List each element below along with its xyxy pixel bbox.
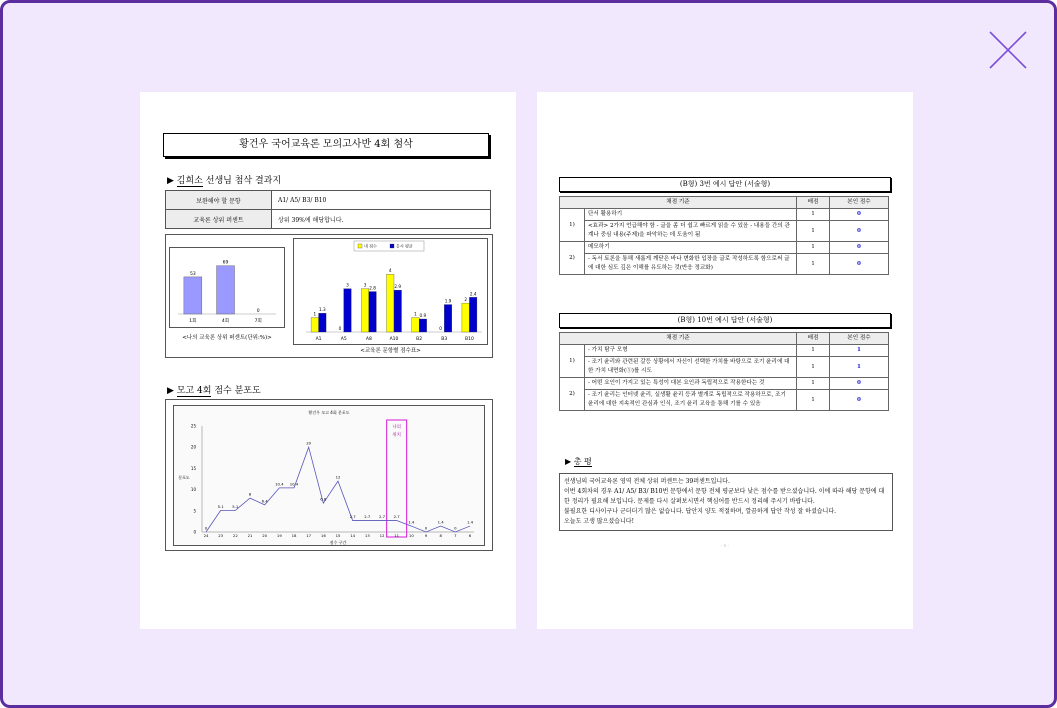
data-label: 10.4 (275, 481, 284, 487)
x-tick-label: 14 (350, 533, 356, 538)
bar (217, 266, 235, 314)
distribution-container (165, 399, 493, 551)
data-label: 2.7 (364, 514, 371, 520)
bar (311, 318, 319, 332)
table-row: - 조기 윤리는 인터넷 윤리, 실생활 윤리 등과 별개로 독립적으로 작용하므로, 조기 윤리에 대한 지속적인 관심과 인식, 조기 윤리 교육을 통해 기를 수 있음 1 0 (560, 390, 889, 411)
x-tick-label: 23 (218, 533, 224, 538)
distribution-chart-frame (173, 405, 485, 546)
y-tick-label: 25 (190, 423, 196, 429)
y-tick-label: 5 (193, 508, 196, 514)
data-label: 0 (454, 525, 457, 531)
data-label: 3 (346, 282, 349, 288)
teacher-name: 김희소 (176, 176, 203, 186)
table-header-row: 채점 기준 배점 본인 점수 (560, 333, 889, 345)
x-tick-label: 11 (394, 533, 400, 538)
table-header-row: 채점 기준 배점 본인 점수 (560, 197, 889, 209)
tick-label: A8 (365, 337, 372, 342)
data-label: 1.9 (444, 298, 452, 304)
question-10-title: (B형) 10번 예시 답안 (서술형) (559, 313, 891, 328)
data-label: 2.4 (469, 291, 477, 297)
y-axis-label: 분포도 (178, 475, 190, 480)
x-tick-label: 15 (335, 533, 341, 538)
data-label: 1 (313, 311, 317, 317)
item-score-chart-caption: <교육론 문항별 점수표> (360, 348, 421, 354)
question-3-table (559, 196, 889, 275)
data-label: 0 (204, 525, 208, 531)
x-tick-label: 6 (468, 533, 472, 538)
bar (184, 277, 202, 314)
data-label: 0 (256, 309, 260, 314)
data-label: 0 (439, 326, 442, 331)
data-label: 1.4 (466, 519, 474, 525)
table-row: 2) - 어떤 요인이 가지고 있는 특성이 대본 요인과 독립적으로 작용한다는 것 1 0 (560, 378, 889, 390)
bar (369, 292, 377, 332)
tick-label: A5 (340, 337, 347, 342)
table-row: <효과> 2가지 언급해야 함 - 글을 좀 더 쉽고 빠르게 읽을 수 있음 - 내용들 간의 관계나 중심 내용(주제)을 파악하는 데 도움이 됨 1 0 (560, 221, 889, 242)
info-table (165, 190, 491, 229)
bar (394, 290, 402, 332)
highlight-label: 나의 (392, 425, 402, 430)
review-box: 선생님의 국어교육론 영역 전체 상위 퍼센트는 39퍼센트입니다. 이번 4회차의 경우 A1/ A5/ B3/ B10번 문항에서 문항 전체 평균보다 낮은 점수를 받으셨습니다. 이에 따라 해당 문항에 대한 정리가 필요해 보입니다. 문제를 다시 살펴보시면서 핵심어를 반드시 정리해 주시기 바랍니다. 불필요한 디사이구나 군더더기 많은 없습니다. 답안지 양도 적절하며, 깔끔하게 답안 작성 잘 하셨습니다. 오늘도 고생 많으셨습니다! (559, 473, 893, 531)
x-tick-label: 18 (291, 533, 297, 538)
x-axis-label: 점수 구간 (329, 540, 347, 545)
data-label: 1.4 (437, 519, 444, 525)
legend-swatch (390, 244, 394, 248)
legend-label: 내 점수 (364, 243, 377, 249)
tick-label: B10 (465, 337, 474, 342)
x-tick-label: 8 (439, 533, 442, 538)
review-heading: ▶ 총 평 (565, 457, 592, 466)
question-3-title: (B형) 3번 예시 답안 (서술형) (559, 177, 891, 192)
y-tick-label: 10 (190, 487, 196, 493)
x-tick-label: 20 (262, 533, 268, 538)
close-button[interactable] (987, 29, 1029, 71)
x-tick-label: 19 (276, 533, 282, 538)
data-label: 5.1 (232, 503, 239, 509)
data-label: 0.9 (419, 313, 427, 318)
y-tick-label: 20 (190, 444, 196, 450)
bar (462, 303, 470, 332)
data-label: 10.4 (289, 481, 299, 487)
data-label: 53 (189, 271, 196, 277)
x-tick-label: 21 (247, 533, 253, 538)
bar (444, 305, 452, 332)
data-label: 2.8 (369, 285, 376, 291)
x-tick-label: 12 (379, 533, 385, 538)
data-label: 5.1 (217, 503, 224, 509)
y-tick-label: 15 (190, 465, 196, 471)
legend-label: 응시 평균 (396, 243, 413, 249)
data-label: 12 (335, 474, 341, 480)
charts-container (165, 234, 493, 358)
bar (387, 274, 395, 332)
table-row: 보완해야 할 문항 A1/ A5/ B3/ B10 (166, 191, 491, 210)
section-heading-distribution: ▶ 모고 4회 점수 분포도 (167, 386, 261, 396)
x-tick-label: 13 (364, 533, 370, 538)
legend-swatch (358, 244, 362, 248)
data-label: 1 (414, 311, 417, 317)
data-label: 6.4 (261, 498, 268, 504)
bar (469, 297, 477, 332)
bar (344, 289, 352, 332)
data-label: 0 (424, 525, 428, 531)
series-line (206, 447, 470, 532)
percent-chart-caption: <나의 교육론 상위 퍼센트(단위:%)> (182, 335, 272, 341)
x-tick-label: 10 (408, 533, 414, 538)
bar (319, 313, 326, 332)
data-label: 1.3 (318, 307, 326, 313)
tick-label: B2 (416, 337, 423, 342)
data-label: 4 (388, 268, 392, 274)
item-score-bar-chart (294, 239, 487, 344)
data-label: 20 (306, 440, 312, 446)
data-label: 2.9 (394, 284, 402, 290)
close-icon[interactable] (987, 29, 1029, 71)
question-10-table (559, 332, 889, 411)
y-tick-label: 0 (193, 529, 196, 535)
x-tick-label: 7 (454, 533, 457, 538)
section-heading-result: ▶ 김희소 선생님 첨삭 결과지 (167, 176, 282, 186)
tick-label: 1회 (189, 319, 197, 324)
tick-label: B3 (441, 337, 448, 342)
item-score-chart-frame (293, 238, 488, 345)
tick-label: A1 (315, 337, 322, 342)
data-label: 3 (363, 282, 367, 288)
data-label: 2 (464, 297, 468, 303)
table-row: - 독서 토론을 통해 새롭게 깨닫은 바나 변화한 입장을 글로 작성하도록 함으로써 글에 대한 심도 깊은 이해를 유도하는 것(반응 정교화) 1 0 (560, 254, 889, 275)
distribution-line-chart (174, 406, 484, 545)
bar (361, 289, 369, 332)
data-label: 1.4 (408, 519, 415, 525)
x-tick-label: 16 (320, 533, 326, 538)
document-page-1 (140, 92, 516, 629)
data-label: 8 (248, 491, 252, 497)
x-tick-label: 24 (203, 533, 209, 538)
highlight-label: 위치 (392, 433, 402, 438)
bar (419, 319, 427, 332)
x-tick-label: 22 (232, 533, 238, 538)
x-tick-label: 9 (424, 533, 428, 538)
tick-label: 7회 (254, 319, 262, 324)
document-page-2 (537, 92, 913, 629)
percent-bar-chart (170, 248, 284, 327)
table-row: 교육론 상위 퍼센트 상위 39%에 해당합니다. (166, 210, 491, 229)
data-label: 2.7 (349, 514, 356, 520)
table-row: - 조기 윤리와 관련된 갈등 상황에서 자신이 선택한 가치를 바탕으로 조기 윤리에 대한 가치 내면화(⑤)를 시도 1 1 (560, 357, 889, 378)
tick-label: A10 (389, 337, 399, 342)
percent-chart-frame (169, 247, 285, 328)
tick-label: 4회 (221, 319, 230, 324)
page-number: - 1 - (721, 543, 729, 548)
data-label: 2.7 (378, 514, 386, 520)
table-row: 1) - 가치 탐구 모형 1 1 (560, 345, 889, 357)
data-label: 0 (338, 326, 342, 331)
table-row: 1) 단서 활용하기 1 0 (560, 209, 889, 221)
data-label: 6.8 (320, 496, 327, 502)
data-label: 2.7 (393, 514, 400, 520)
bar (412, 318, 420, 332)
x-tick-label: 17 (306, 533, 312, 538)
table-row: 2) 메모하기 1 0 (560, 242, 889, 254)
data-label: 69 (222, 260, 229, 266)
page-title: 황건우 국어교육론 모의고사반 4회 첨삭 (163, 133, 489, 157)
chart-title: 황건우 모고 4회 분포도 (308, 410, 350, 415)
